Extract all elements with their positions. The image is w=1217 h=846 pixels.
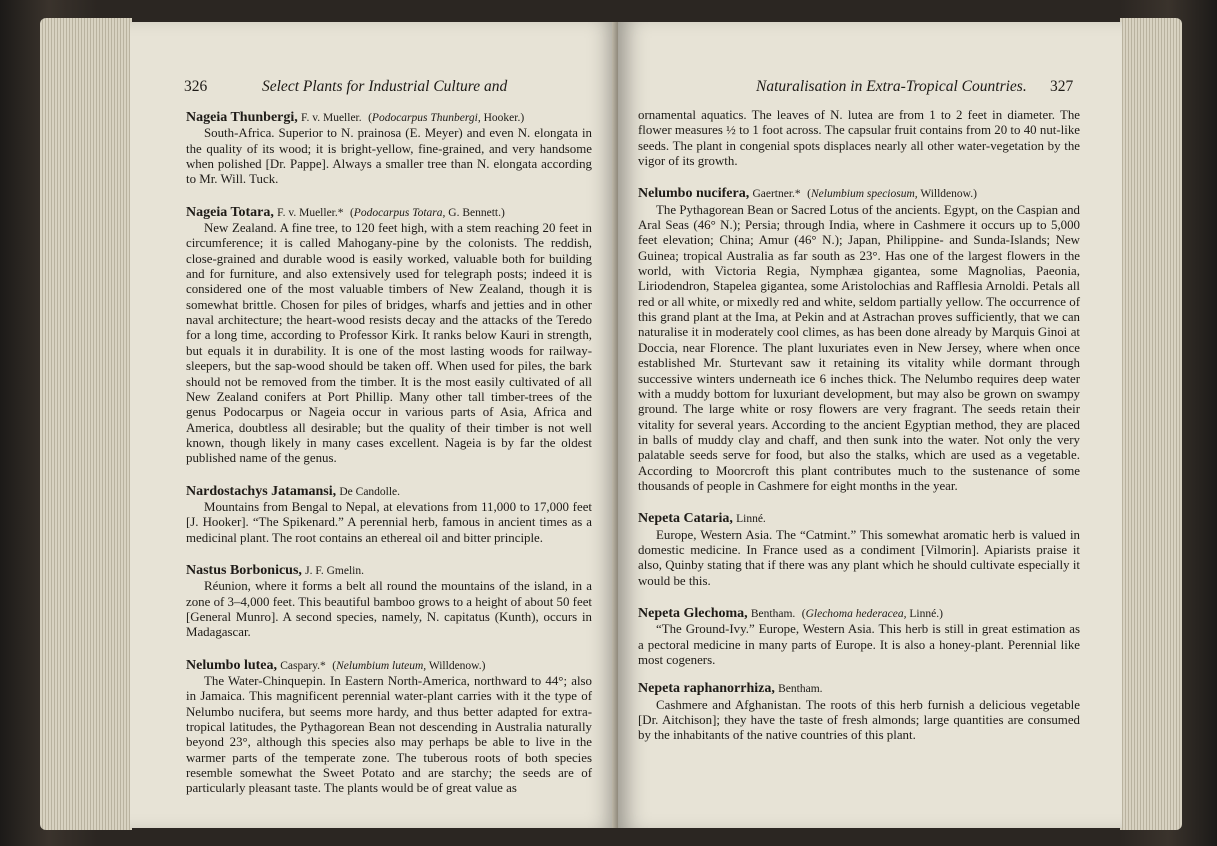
- entry-synonym: (Nelumbium speciosum, Willdenow.): [807, 188, 977, 201]
- entry-authority: Caspary.*: [280, 659, 326, 672]
- entry: [638, 511, 1080, 589]
- entry-heading: [186, 205, 592, 221]
- entry: [638, 681, 1080, 743]
- left-page-number: 326: [184, 78, 208, 95]
- entry-text: Mountains from Bengal to Nepal, at elevations from 11,000 to 17,000 feet [J. Hooker]. “The Spikenard.” A perennial herb, famous in ancient times as a medicinal plant. The root contains an ethereal oil and bitter principle.: [186, 499, 592, 545]
- entry-text: The Pythagorean Bean or Sacred Lotus of the ancients. Egypt, on the Caspian and Aral Seas (46° N.); Persia; through India, where in Cashmere it occurs up to 5,000 feet elevation; China; Amur (46° N.); Japan, Philippine- and Sunda-Islands; New Guinea; tropical Australia as far south as 23°. Has one of the largest flowers in the world, with Victoria Regia, Nymphæa gigantea, some Magnolias, Paeonia, Liriodendron, Stapelea gigantea, some Aristolochias and Rafflesia Arnoldi. Petals all red or all white, or mixedly red and white, seldom partially yellow. The occurrence of this grand plant at the Ima, at Pekin and at Astrachan proves sufficiently, that we can naturalise it in moderately cool climes, as has been done already by Marquis Ginoi at Doccia, near Florence. The plant luxuriates even in New Jersey, where when once established Mr. Sturtevant saw it retaining its vitality while dormant through successive winters underneath ice 6 inches thick. The Nelumbo requires deep water with a muddy bottom for luxuriant development, but may also be grown on swampy ground. The large white or rosy flowers are very fragrant. The seeds retain their vitality for several years. According to the ancient Egyptian method, they are placed in balls of muddy clay and chaff, and then sunk into the water. Not only the very palatable seeds serve for food, but also the stalks, which are used as a vegetable. According to Moorcroft this plant contributes much to the sustenance of some thousands of people in Cashmere for eight months in the year.: [638, 202, 1080, 493]
- entry: [638, 186, 1080, 494]
- entry-synonym: (Podocarpus Totara, G. Bennett.): [349, 206, 505, 219]
- entry-text: Réunion, where it forms a belt all round the mountains of the island, in a zone of 3–4,000 feet. This beautiful bamboo grows to a height of about 50 feet [General Munro]. A second species, namely, N. capitatus (Kunth), occurs in Madagascar.: [186, 579, 592, 640]
- left-page: [130, 22, 618, 828]
- entry-headword: Nepeta raphanorrhiza,: [638, 681, 775, 697]
- entry-headword: Nageia Totara,: [186, 204, 274, 220]
- entry-authority: J. F. Gmelin.: [305, 564, 364, 577]
- entry-heading: [186, 563, 592, 579]
- entry-synonym: (Glechoma hederacea, Linné.): [801, 607, 943, 620]
- entry-authority: Linné.: [736, 513, 766, 526]
- entry-authority: F. v. Mueller.*: [277, 206, 344, 219]
- entry-authority: Bentham.: [750, 607, 796, 620]
- continued-entry: [638, 108, 1080, 169]
- entry-text: Europe, Western Asia. The “Catmint.” This somewhat aromatic herb is valued in domestic medicine. In France used as a condiment [Vilmorin]. Apiarists praise it also, Quinby stating that if there was any plant which he should cultivate especially it would be this.: [638, 527, 1080, 588]
- left-page-body: [186, 110, 592, 814]
- entry-heading: [186, 658, 592, 674]
- entry-headword: Nageia Thunbergi,: [186, 110, 298, 125]
- left-running-head: Select Plants for Industrial Culture and: [262, 78, 508, 95]
- entry-text: South-Africa. Superior to N. prainosa (E. Meyer) and even N. elongata in the quality of its wood; it is bright-yellow, fine-grained, and very handsome when polished [Dr. Pappe]. Always a smaller tree than N. elongata according to Mr. Will. Tuck.: [186, 126, 592, 187]
- entry-synonym: (Nelumbium luteum, Willdenow.): [332, 659, 486, 672]
- entry-text: “The Ground-Ivy.” Europe, Western Asia. This herb is still in great estimation as a pectoral medicine in many parts of Europe. It is also a honey-plant. Perennial like most cogeners.: [638, 622, 1080, 667]
- entry-headword: Nardostachys Jatamansi,: [186, 483, 337, 499]
- entry: [186, 110, 592, 188]
- entry: [186, 658, 592, 797]
- entry-headword: Nepeta Cataria,: [638, 511, 733, 527]
- entry-synonym: (Podocarpus Thunbergi, Hooker.): [368, 112, 525, 124]
- entry-heading: [638, 186, 1080, 202]
- right-running-head: Naturalisation in Extra-Tropical Countries.: [756, 78, 1027, 95]
- entry-authority: Bentham.: [778, 683, 823, 696]
- entry-heading: [638, 681, 1080, 697]
- entry-text: Cashmere and Afghanistan. The roots of this herb furnish a delicious vegetable [Dr. Aitchison]; they have the taste of fresh almonds; large quantities are consumed by the inhabitants of the native countries of this plant.: [638, 697, 1080, 743]
- entry: [186, 484, 592, 546]
- right-page-edges: [1120, 18, 1182, 830]
- entry-headword: Nelumbo nucifera,: [638, 186, 750, 202]
- right-page: [618, 22, 1122, 828]
- entry-heading: [638, 511, 1080, 527]
- right-page-body: [638, 108, 1080, 761]
- entry-headword: Nastus Borbonicus,: [186, 562, 302, 578]
- entry-heading: [186, 484, 592, 500]
- entry-authority: F. v. Mueller.: [301, 112, 362, 124]
- entry: [186, 563, 592, 641]
- entry-text: The Water-Chinquepin. In Eastern North-America, northward to 44°; also in Jamaica. This magnificent perennial water-plant carries with it the type of Nelumbo nucifera, but seems more hardy, and thus better adapted for extra-tropical latitudes, the Pythagorean Bean not descending in Australia naturally beyond 23°, although this species also may perhaps be able to live in the warmer parts of the temperate zone. The tuberous roots of both species resemble somewhat the Sweet Potato and are starchy; the seeds are of particularly pleasant taste. The plants would be of great value as: [186, 674, 592, 796]
- left-page-edges: [40, 18, 132, 830]
- entry: [638, 606, 1080, 668]
- entry-heading: [638, 606, 1080, 622]
- entry-headword: Nepeta Glechoma,: [638, 605, 748, 621]
- continued-text: ornamental aquatics. The leaves of N. lutea are from 1 to 2 feet in diameter. The flower measures ½ to 1 foot across. The capsular fruit contains from 20 to 40 nut-like seeds. The plant in congenial spots displaces nearly all other water-vegetation by the vigor of its growth.: [638, 108, 1080, 169]
- entry-heading: [186, 110, 592, 126]
- entry-text: New Zealand. A fine tree, to 120 feet high, with a stem reaching 20 feet in circumference; it is called Mahogany-pine by the colonists. The reddish, close-grained and durable wood is easily worked, valuable both for building and for furniture, and also extensively used for telegraph posts; indeed it is considered one of the most valuable timbers of New Zealand, though it is somewhat brittle. Chosen for piles of bridges, wharfs and jetties and in other naval architecture; the heart-wood resists decay and the attacks of the Teredo for a long time, according to Professor Kirk. It ranks below Kauri in strength, but equals it in durability. It is one of the most lasting woods for railway-sleepers, but the sap-wood should be taken off. When used for piles, the bark should not be removed from the timber. It is the most easily cultivated of all New Zealand conifers at Port Phillip. Many other tall timber-trees of the genus Podocarpus or Nageia occur in various parts of Asia, Africa and America, doubtless all desirable; but the quality of their timber is not well known, though likely in many cases excellent. Nageia is by far the oldest published name of the genus.: [186, 221, 592, 466]
- entry-headword: Nelumbo lutea,: [186, 657, 277, 673]
- entry-authority: De Candolle.: [339, 485, 401, 498]
- right-page-number: 327: [1050, 78, 1074, 95]
- entry: [186, 205, 592, 467]
- entry-authority: Gaertner.*: [752, 188, 801, 201]
